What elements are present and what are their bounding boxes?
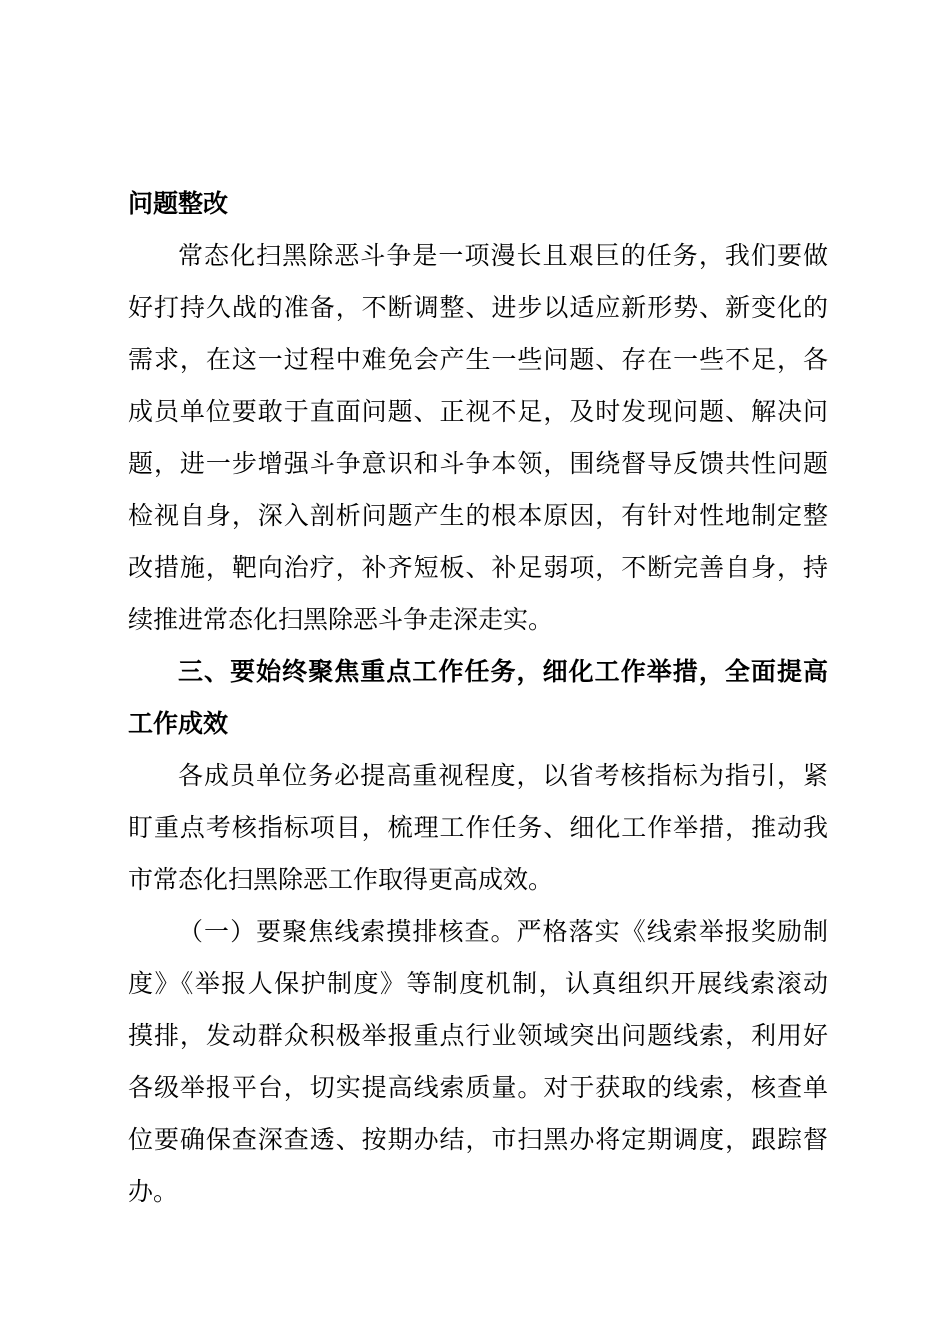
- paragraph-line: 需求，在这一过程中难免会产生一些问题、存在一些不足，各: [128, 345, 828, 374]
- paragraph-line: 续推进常态化扫黑除恶斗争走深走实。: [128, 605, 554, 634]
- section-heading-continuation: 问题整改: [128, 189, 229, 218]
- paragraph-line: 办。: [128, 1177, 179, 1206]
- paragraph-line: （一）要聚焦线索摸排核查。严格落实《线索举报奖励制: [178, 917, 828, 946]
- paragraph-line: 位要确保查深查透、按期办结，市扫黑办将定期调度，跟踪督: [128, 1125, 828, 1154]
- paragraph-line: 盯重点考核指标项目，梳理工作任务、细化工作举措，推动我: [128, 813, 828, 842]
- paragraph-line: 常态化扫黑除恶斗争是一项漫长且艰巨的任务，我们要做: [178, 241, 828, 270]
- paragraph-line: 题，进一步增强斗争意识和斗争本领，围绕督导反馈共性问题: [128, 449, 828, 478]
- paragraph-line: 摸排，发动群众积极举报重点行业领域突出问题线索，利用好: [128, 1021, 828, 1050]
- heading-line: 三、要始终聚焦重点工作任务，细化工作举措，全面提高: [178, 657, 828, 686]
- paragraph-line: 市常态化扫黑除恶工作取得更高成效。: [128, 865, 554, 894]
- paragraph-line: 各级举报平台，切实提高线索质量。对于获取的线索，核查单: [128, 1073, 828, 1102]
- section-heading-3: [128, 646, 828, 750]
- heading-line: 工作成效: [128, 709, 229, 738]
- paragraph-clue-investigation: [128, 906, 828, 1218]
- paragraph-line: 改措施，靶向治疗，补齐短板、补足弱项，不断完善自身，持: [128, 553, 828, 582]
- paragraph-line: 好打持久战的准备，不断调整、进步以适应新形势、新变化的: [128, 293, 828, 322]
- paragraph-line: 检视自身，深入剖析问题产生的根本原因，有针对性地制定整: [128, 501, 828, 530]
- paragraph-line: 各成员单位务必提高重视程度，以省考核指标为指引，紧: [178, 761, 828, 790]
- paragraph-rectification: [128, 230, 828, 646]
- document-page: [128, 178, 828, 1218]
- paragraph-line: 度》《举报人保护制度》等制度机制，认真组织开展线索滚动: [128, 969, 828, 998]
- paragraph-line: 成员单位要敢于直面问题、正视不足，及时发现问题、解决问: [128, 397, 828, 426]
- paragraph-focus-tasks: [128, 750, 828, 906]
